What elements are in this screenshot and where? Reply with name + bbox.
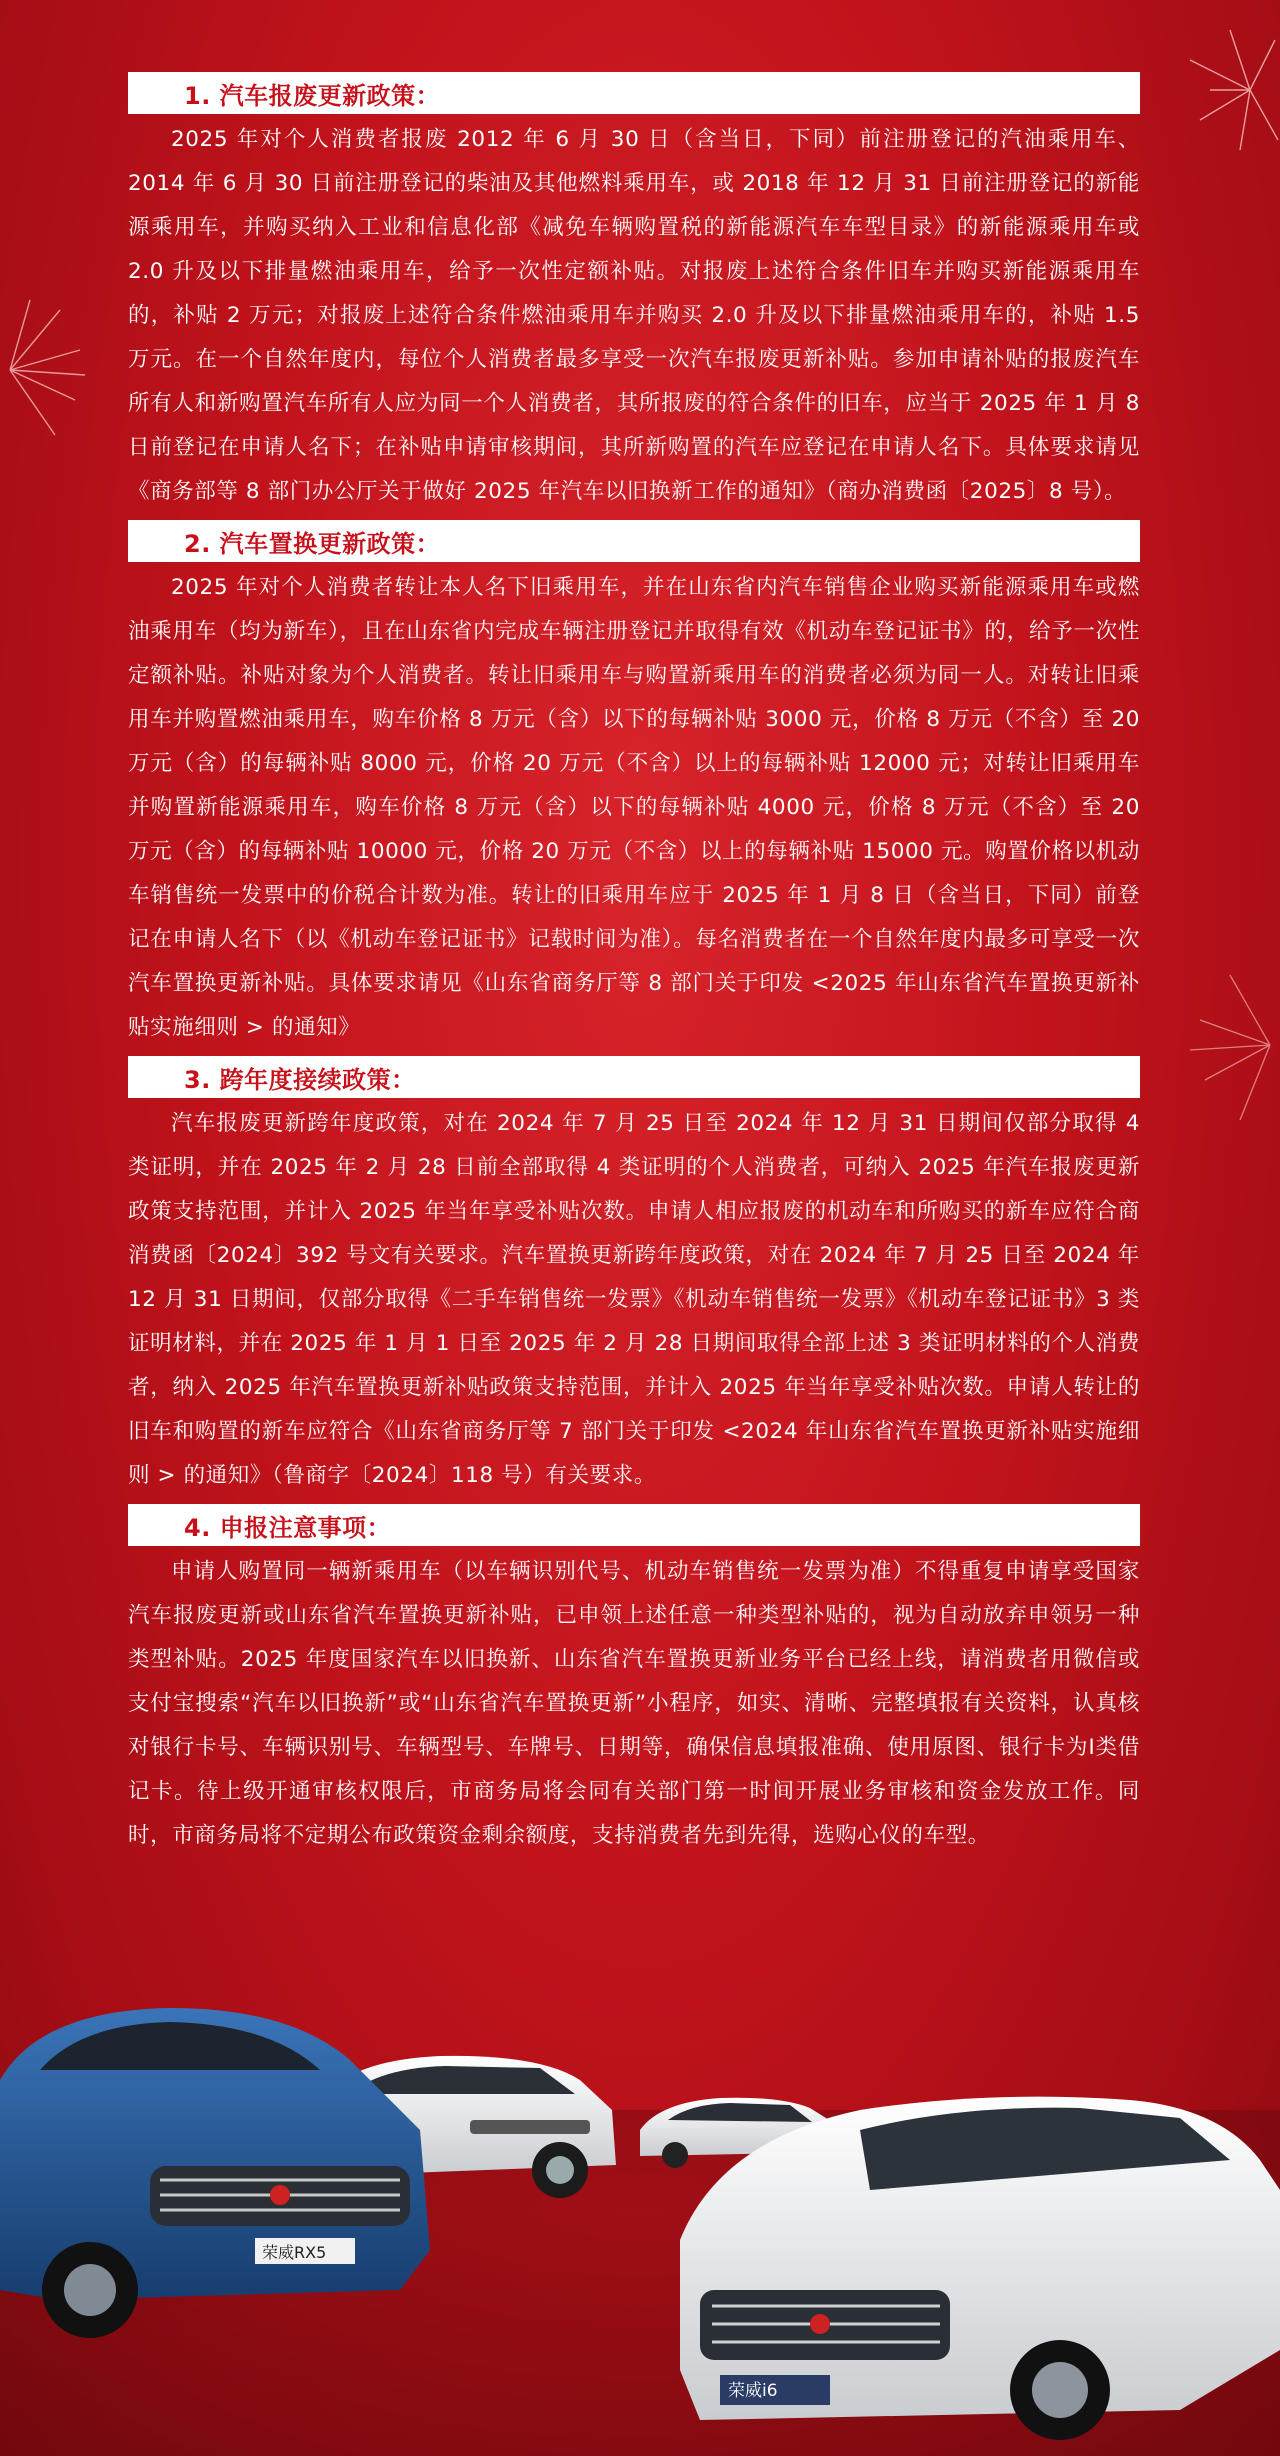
section-body: 2025 年对个人消费者报废 2012 年 6 月 30 日（含当日，下同）前注册登记的汽油乘用车、2014 年 6 月 30 日前注册登记的柴油及其他燃料乘用车，或 2018 年 12 月 31 日前注册登记的新能源乘用车，并购买纳入工业和信息化部《减免车辆购置税的新能源汽车车型目录》的新能源乘用车或 2.0 升及以下排量燃油乘用车，给予一次性定额补贴。对报废上述符合条件旧车并购买新能源乘用车的，补贴 2 万元；对报废上述符合条件燃油乘用车并购买 2.0 升及以下排量燃油乘用车的，补贴 1.5 万元。在一个自然年度内，每位个人消费者最多享受一次汽车报废更新补贴。参加申请补贴的报废汽车所有人和新购置汽车所有人应为同一个人消费者，其所报废的符合条件的旧车，应当于 2025 年 1 月 8 日前登记在申请人名下；在补贴申请审核期间，其所新购置的汽车应登记在申请人名下。具体要求请见《商务部等 8 部门办公厅关于做好 2025 年汽车以旧换新工作的通知》（商办消费函〔2025〕8 号）。 bbox=[128, 127, 1140, 504]
firework-decoration-left bbox=[0, 290, 90, 450]
section-body: 2025 年对个人消费者转让本人名下旧乘用车，并在山东省内汽车销售企业购买新能源乘用车或燃油乘用车（均为新车），且在山东省内完成车辆注册登记并取得有效《机动车登记证书》的，给予一次性定额补贴。补贴对象为个人消费者。转让旧乘用车与购置新乘用车的消费者必须为同一人。对转让旧乘用车并购置燃油乘用车，购车价格 8 万元（含）以下的每辆补贴 3000 元，价格 8 万元（不含）至 20 万元（含）的每辆补贴 8000 元，价格 20 万元（不含）以上的每辆补贴 12000 元；对转让旧乘用车并购置新能源乘用车，购车价格 8 万元（含）以下的每辆补贴 4000 元，价格 8 万元（不含）至 20 万元（含）的每辆补贴 10000 元，价格 20 万元（不含）以上的每辆补贴 15000 元。购置价格以机动车销售统一发票中的价税合计数为准。转让的旧乘用车应于 2025 年 1 月 8 日（含当日，下同）前登记在申请人名下（以《机动车登记证书》记载时间为准）。每名消费者在一个自然年度内最多可享受一次汽车置换更新补贴。具体要求请见《山东省商务厅等 8 部门关于印发 <2025 年山东省汽车置换更新补贴实施细则 > 的通知》 bbox=[128, 575, 1140, 1040]
section-header bbox=[128, 1056, 1140, 1098]
firework-decoration-right bbox=[1180, 960, 1280, 1130]
policy-content bbox=[128, 72, 1140, 1864]
blue-suv bbox=[0, 2008, 430, 2338]
car-lineup-image bbox=[0, 1990, 1280, 2456]
section-replacement-policy bbox=[128, 520, 1140, 1050]
section-title: 1. 汽车报废更新政策： bbox=[184, 81, 441, 110]
firework-decoration-top-right bbox=[1150, 20, 1280, 180]
sedan-badge-text: 荣威i6 bbox=[728, 2381, 778, 2401]
section-application-notes bbox=[128, 1504, 1140, 1858]
section-scrappage-policy bbox=[128, 72, 1140, 514]
section-title: 2. 汽车置换更新政策： bbox=[184, 529, 441, 558]
white-sedan bbox=[680, 2097, 1280, 2440]
section-header bbox=[128, 72, 1140, 114]
section-cross-year-policy bbox=[128, 1056, 1140, 1498]
suv-badge-text: 荣威RX5 bbox=[262, 2243, 327, 2262]
section-title: 4. 申报注意事项： bbox=[184, 1513, 392, 1542]
section-body: 汽车报废更新跨年度政策，对在 2024 年 7 月 25 日至 2024 年 12 月 31 日期间仅部分取得 4 类证明，并在 2025 年 2 月 28 日前全部取得 4 类证明的个人消费者，可纳入 2025 年汽车报废更新政策支持范围，并计入 2025 年当年享受补贴次数。申请人相应报废的机动车和所购买的新车应符合商消费函〔2024〕392 号文有关要求。汽车置换更新跨年度政策，对在 2024 年 7 月 25 日至 2024 年 12 月 31 日期间，仅部分取得《二手车销售统一发票》《机动车销售统一发票》《机动车登记证书》3 类证明材料，并在 2025 年 1 月 1 日至 2025 年 2 月 28 日期间取得全部上述 3 类证明材料的个人消费者，纳入 2025 年汽车置换更新补贴政策支持范围，并计入 2025 年当年享受补贴次数。申请人转让的旧车和购置的新车应符合《山东省商务厅等 7 部门关于印发 <2024 年山东省汽车置换更新补贴实施细则 > 的通知》（鲁商字〔2024〕118 号）有关要求。 bbox=[128, 1111, 1140, 1488]
section-header bbox=[128, 520, 1140, 562]
section-body: 申请人购置同一辆新乘用车（以车辆识别代号、机动车销售统一发票为准）不得重复申请享受国家汽车报废更新或山东省汽车置换更新补贴，已申领上述任意一种类型补贴的，视为自动放弃申领另一种类型补贴。2025 年度国家汽车以旧换新、山东省汽车置换更新业务平台已经上线，请消费者用微信或支付宝搜索“汽车以旧换新”或“山东省汽车置换更新”小程序，如实、清晰、完整填报有关资料，认真核对银行卡号、车辆识别号、车辆型号、车牌号、日期等，确保信息填报准确、使用原图、银行卡为Ⅰ类借记卡。待上级开通审核权限后，市商务局将会同有关部门第一时间开展业务审核和资金发放工作。同时，市商务局将不定期公布政策资金剩余额度，支持消费者先到先得，选购心仪的车型。 bbox=[128, 1559, 1140, 1848]
section-title: 3. 跨年度接续政策： bbox=[184, 1065, 416, 1094]
section-header bbox=[128, 1504, 1140, 1546]
